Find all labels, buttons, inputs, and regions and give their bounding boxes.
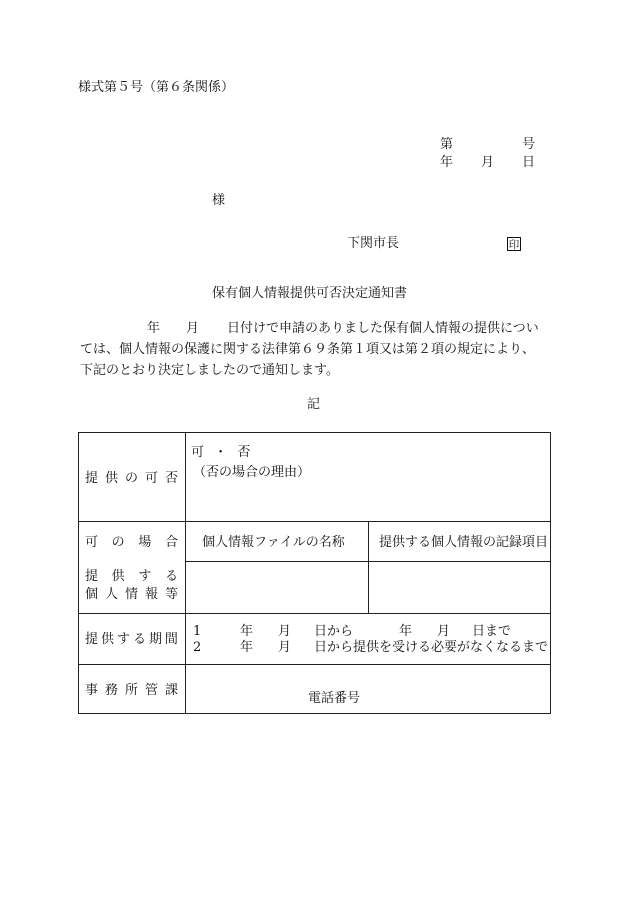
- label-responsible-section: [85, 684, 178, 697]
- column-divider-label: [185, 433, 186, 713]
- label-provide: [85, 570, 178, 583]
- label-char: の: [124, 471, 138, 486]
- body-month-label: 月: [186, 321, 200, 336]
- label-char: 期: [148, 632, 162, 647]
- label-provision-decision: [85, 472, 178, 485]
- label-char: 所: [124, 683, 138, 698]
- label-char: の: [111, 535, 125, 550]
- period-option-2-text: 日から提供を受ける必要がなくなるまで: [314, 640, 549, 655]
- label-char: る: [164, 569, 178, 584]
- row-divider-1: [79, 521, 550, 522]
- label-char: 間: [164, 632, 178, 647]
- label-char: 供: [100, 632, 114, 647]
- label-char: 合: [164, 535, 178, 550]
- label-char: 可: [144, 471, 158, 486]
- header-record-items: 提供する個人情報の記録項目: [379, 535, 549, 550]
- label-char: 務: [104, 683, 118, 698]
- label-char: 管: [144, 683, 158, 698]
- period-option-1-number: 1: [193, 624, 202, 639]
- doc-number-prefix: 第: [440, 137, 454, 152]
- addressee-suffix: 様: [212, 193, 226, 208]
- seal-char: 印: [508, 239, 520, 251]
- period-option-2-year: 年: [240, 640, 254, 655]
- header-file-name: 個人情報ファイルの名称: [202, 535, 345, 550]
- option-ka: 可: [191, 445, 205, 460]
- seal-mark: [507, 237, 521, 251]
- period-option-1-year-2: 年: [399, 624, 413, 639]
- doc-number-suffix: 号: [522, 137, 536, 152]
- decision-table: [78, 432, 551, 714]
- body-year-label: 年: [147, 321, 161, 336]
- document-title: 保有個人情報提供可否決定通知書: [212, 286, 408, 301]
- issuer-name: 下関市長: [347, 236, 400, 251]
- date-month-label: 月: [481, 155, 495, 170]
- period-option-1-month: 月: [278, 624, 292, 639]
- label-char: 報: [144, 587, 158, 602]
- label-char: 事: [85, 683, 99, 698]
- reason-label: （否の場合の理由）: [193, 465, 311, 480]
- ki-heading: 記: [307, 397, 321, 412]
- label-char: 課: [164, 683, 178, 698]
- label-char: 等: [164, 587, 178, 602]
- option-separator: ・: [214, 445, 228, 460]
- label-char: 供: [111, 569, 125, 584]
- label-char: 個: [85, 587, 99, 602]
- period-option-1-year: 年: [240, 624, 254, 639]
- decision-options: [191, 446, 250, 459]
- option-hi: 否: [237, 445, 251, 460]
- label-if-approved: [85, 536, 178, 549]
- label-char: す: [116, 632, 130, 647]
- label-char: 提: [85, 471, 99, 486]
- body-line-3: 下記のとおり決定しましたので通知します。: [80, 363, 339, 378]
- row-divider-2: [79, 613, 550, 614]
- label-char: る: [132, 632, 146, 647]
- label-char: 否: [164, 471, 178, 486]
- label-char: 人: [104, 587, 118, 602]
- date-year-label: 年: [440, 155, 454, 170]
- label-provision-period: [85, 633, 178, 646]
- row-divider-3: [79, 664, 550, 665]
- date-day-label: 日: [522, 155, 536, 170]
- phone-number-label: 電話番号: [308, 691, 361, 706]
- label-char: 場: [138, 535, 152, 550]
- label-char: 可: [85, 535, 99, 550]
- body-line-2: ては、個人情報の保護に関する法律第６９条第１項又は第２項の規定により、: [80, 342, 536, 357]
- form-number: 様式第５号（第６条関係）: [78, 80, 235, 95]
- label-char: 提: [85, 632, 99, 647]
- label-char: 提: [85, 569, 99, 584]
- period-option-2-month: 月: [278, 640, 292, 655]
- period-option-1-until: 日まで: [472, 624, 512, 639]
- label-char: 供: [104, 471, 118, 486]
- column-divider-sub: [368, 521, 369, 613]
- period-option-1-from: 日から: [314, 624, 354, 639]
- body-line-1: 日付けで申請のありました保有個人情報の提供につい: [227, 321, 539, 336]
- label-char: 情: [124, 587, 138, 602]
- label-char: す: [138, 569, 152, 584]
- period-option-2-number: 2: [193, 640, 202, 655]
- label-personal-info: [85, 588, 178, 601]
- period-option-1-month-2: 月: [437, 624, 451, 639]
